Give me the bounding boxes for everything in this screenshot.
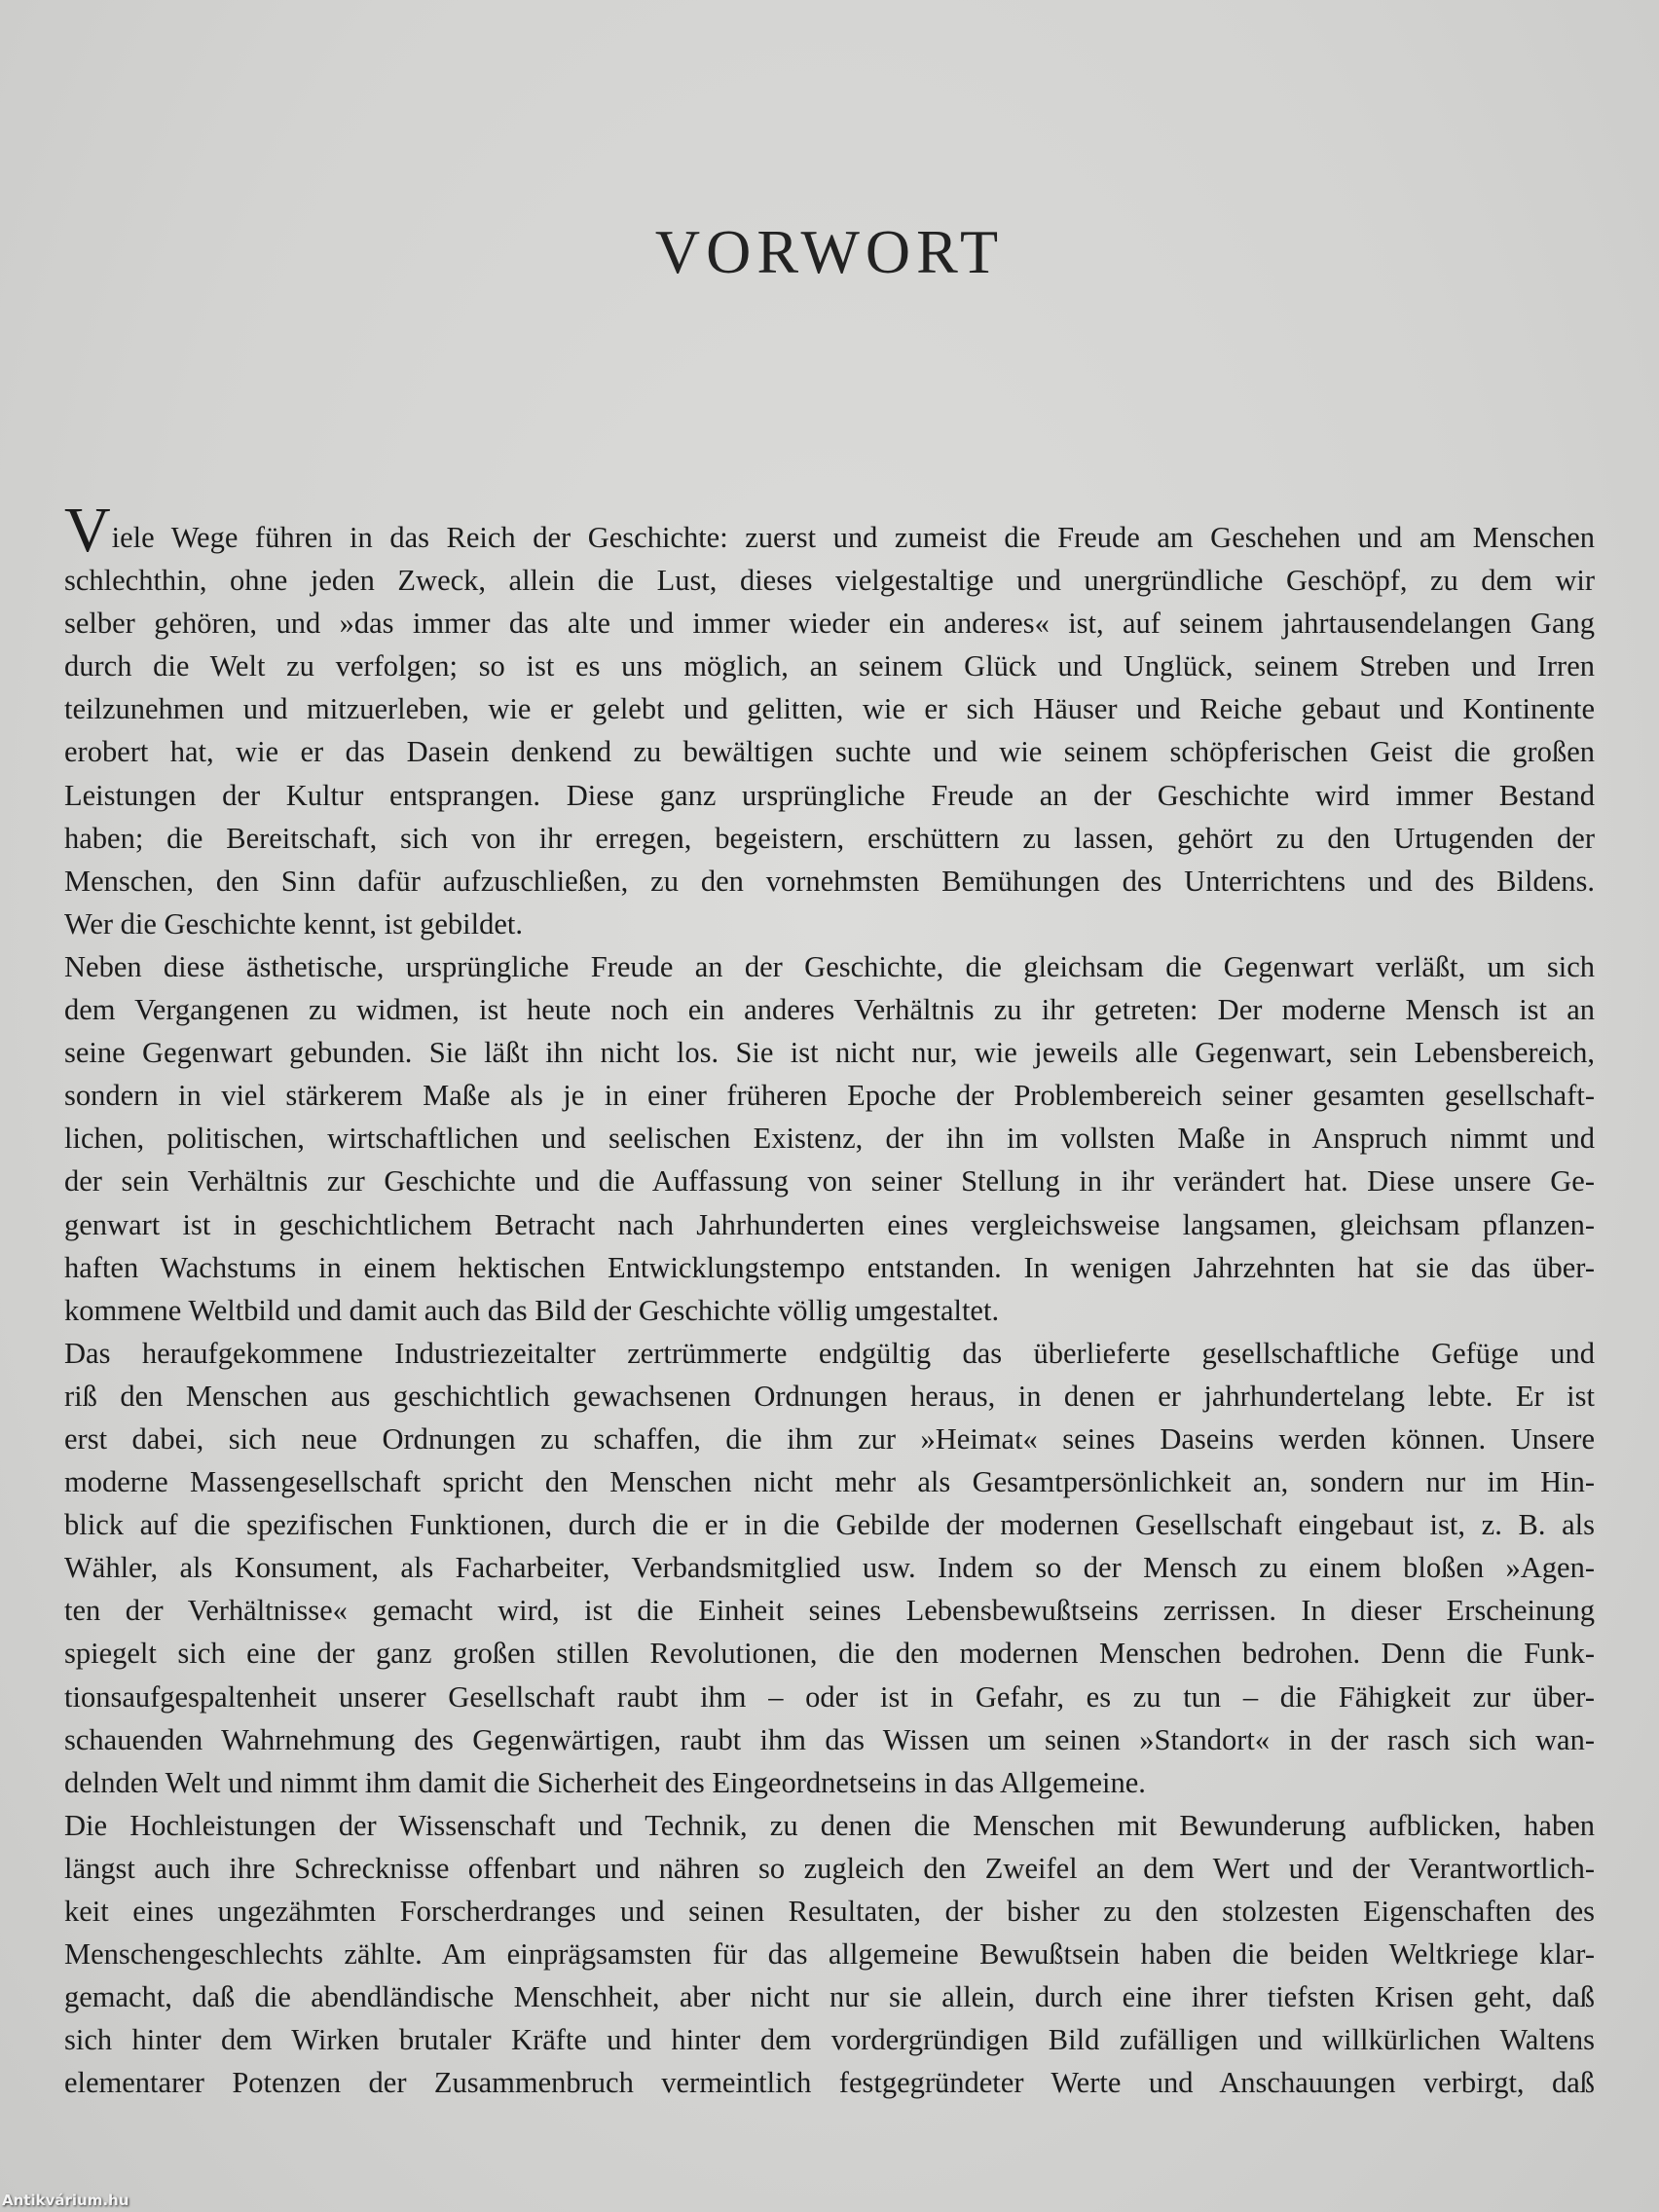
text-line [64,1289,1595,1332]
text-line-content: schauenden Wahrnehmung des Gegenwärtigen, raubt ihm das Wissen um seinen »Standort« in der rasch sich wan- [64,1722,1595,1756]
text-line-content: längst auch ihre Schrecknisse offenbart und nähren so zugleich den Zweifel an dem Wert und der Verantwortlich- [64,1851,1595,1885]
paragraph [64,1804,1595,2105]
text-line-content: tionsaufgespaltenheit unserer Gesellschaft raubt ihm – oder ist in Gefahr, es zu tun – die Fähigkeit zur über- [64,1679,1595,1714]
text-line-content: Menschen, den Sinn dafür aufzuschließen, zu den vornehmsten Bemühungen des Unterrichtens und des Bildens. [64,864,1595,898]
text-line-content: erst dabei, sich neue Ordnungen zu schaffen, die ihm zur »Heimat« seines Daseins werden können. Unsere [64,1421,1595,1456]
text-line [64,602,1595,645]
text-line-content: dem Vergangenen zu widmen, ist heute noch ein anderes Verhältnis zu ihr getreten: Der moderne Mensch ist an [64,993,1595,1027]
text-line-content: gemacht, daß die abendländische Menschheit, aber nicht nur sie allein, durch eine ihrer tiefsten Krisen geht, daß [64,1980,1595,2014]
text-line [64,1676,1595,1718]
text-line-content: blick auf die spezifischen Funktionen, durch die er in die Gebilde der modernen Gesellschaft eingebaut ist, z. B. als [64,1508,1595,1542]
text-line-content: haben; die Bereitschaft, sich von ihr erregen, begeistern, erschüttern zu lassen, gehört zu den Urtugenden der [64,821,1595,855]
drop-cap: V [64,495,111,566]
text-line [64,1589,1595,1632]
text-line [64,2061,1595,2104]
text-line-content: sich hinter dem Wirken brutaler Kräfte und hinter dem vordergründigen Bild zufälligen und willkürlichen Waltens [64,2023,1595,2057]
text-line [64,903,1595,945]
text-line-content: selber gehören, und »das immer das alte und immer wieder ein anderes« ist, auf seinem jahrtausendelangen Gang [64,607,1595,641]
text-line [64,1418,1595,1460]
text-line-content: teilzunehmen und mitzuerleben, wie er gelebt und gelitten, wie er sich Häuser und Reiche gebaut und Kontinente [64,692,1595,726]
text-line-content: Die Hochleistungen der Wissenschaft und Technik, zu denen die Menschen mit Bewunderung aufblicken, haben [64,1808,1595,1842]
text-line-content: schlechthin, ohne jeden Zweck, allein die Lust, dieses vielgestaltige und unergründliche Geschöpf, zu dem wir [64,564,1595,598]
text-line [64,1503,1595,1546]
text-line [64,1074,1595,1117]
text-line [64,988,1595,1031]
text-line-content: ten der Verhältnisse« gemacht wird, ist die Einheit seines Lebensbewußtseins zerrissen. In dieser Erscheinung [64,1594,1595,1628]
text-line-content: Wähler, als Konsument, als Facharbeiter, Verbandsmitglied usw. Indem so der Mensch zu einem bloßen »Agen- [64,1551,1595,1585]
paragraph [64,1332,1595,1804]
text-line [64,774,1595,817]
text-line-content: erobert hat, wie er das Dasein denkend zu bewältigen suchte und wie seinem schöpferischen Geist die großen [64,735,1595,769]
text-line [64,1632,1595,1675]
text-line [64,1847,1595,1890]
text-line [64,1332,1595,1375]
text-line [64,1031,1595,1074]
text-line-content: kommene Weltbild und damit auch das Bild der Geschichte völlig umgestaltet. [64,1293,1000,1327]
text-line [64,860,1595,903]
paragraph [64,945,1595,1332]
text-line-content: riß den Menschen aus geschichtlich gewachsenen Ordnungen heraus, in denen er jahrhundertelang lebte. Er ist [64,1379,1595,1413]
text-line [64,945,1595,988]
text-line [64,2018,1595,2061]
text-line-content: Menschengeschlechts zählte. Am einprägsamsten für das allgemeine Bewußtsein haben die beiden Weltkriege klar- [64,1937,1595,1972]
text-line [64,1975,1595,2018]
text-line [64,1546,1595,1589]
text-line [64,817,1595,860]
text-line [64,1246,1595,1289]
text-line [64,1203,1595,1246]
text-line [64,1804,1595,1847]
text-line-content: genwart ist in geschichtlichem Betracht nach Jahrhunderten eines vergleichsweise langsamen, gleichsam pflanzen- [64,1207,1595,1241]
text-line-content: keit eines ungezähmten Forscherdranges und seinen Resultaten, der bisher zu den stolzesten Eigenschaften des [64,1895,1595,1928]
text-line-content: Wer die Geschichte kennt, ist gebildet. [64,906,523,940]
paragraph [64,495,1595,945]
text-line [64,645,1595,687]
text-line [64,1890,1595,1933]
text-line [64,1933,1595,1975]
text-line-content: Leistungen der Kultur entsprangen. Diese ganz ursprüngliche Freude an der Geschichte wird immer Bestand [64,778,1595,812]
text-line [64,730,1595,773]
text-line [64,1375,1595,1418]
text-line-content: der sein Verhältnis zur Geschichte und die Auffassung von seiner Stellung in ihr verändert hat. Diese unsere Ge- [64,1164,1595,1198]
text-line-content: delnden Welt und nimmt ihm damit die Sicherheit des Eingeordnetseins in das Allgemeine. [64,1765,1146,1799]
text-line-content: moderne Massengesellschaft spricht den Menschen nicht mehr als Gesamtpersönlichkeit an, sondern nur im Hin- [64,1465,1595,1499]
text-line [64,1460,1595,1503]
text-line [64,495,1595,566]
text-line-content: Neben diese ästhetische, ursprüngliche Freude an der Geschichte, die gleichsam die Gegenwart verläßt, um sich [64,949,1595,983]
text-line-content: seine Gegenwart gebunden. Sie läßt ihn nicht los. Sie ist nicht nur, wie jeweils alle Gegenwart, sein Lebensbereich, [64,1036,1595,1070]
text-line-content: elementarer Potenzen der Zusammenbruch vermeintlich festgegründeter Werte und Anschauungen verbirgt, daß [64,2066,1595,2100]
text-line-content: spiegelt sich eine der ganz großen stillen Revolutionen, die den modernen Menschen bedrohen. Denn die Funk- [64,1637,1595,1671]
body-text [64,495,1595,2104]
text-line-content: Das heraufgekommene Industriezeitalter zertrümmerte endgültig das überlieferte gesellschaftliche Gefüge und [64,1336,1595,1370]
text-line-content: durch die Welt zu verfolgen; so ist es uns möglich, an seinem Glück und Unglück, seinem Streben und Irren [64,649,1595,683]
text-line [64,1117,1595,1160]
watermark: Antikvárium.hu [2,2192,129,2209]
text-line-content: sondern in viel stärkerem Maße als je in einer früheren Epoche der Problembereich seiner gesamten gesellschaft- [64,1079,1595,1113]
text-line [64,559,1595,602]
text-line-content: iele Wege führen in das Reich der Geschichte: zuerst und zumeist die Freude am Geschehen und am Menschen [111,521,1595,554]
text-line [64,687,1595,730]
text-line-content: lichen, politischen, wirtschaftlichen und seelischen Existenz, der ihn im vollsten Maße in Anspruch nimmt und [64,1122,1595,1156]
text-line [64,1761,1595,1804]
page-title: VORWORT [654,217,1005,286]
text-line [64,1160,1595,1202]
text-line [64,1718,1595,1761]
text-line-content: haften Wachstums in einem hektischen Entwicklungstempo entstanden. In wenigen Jahrzehnten hat sie das über- [64,1250,1595,1284]
